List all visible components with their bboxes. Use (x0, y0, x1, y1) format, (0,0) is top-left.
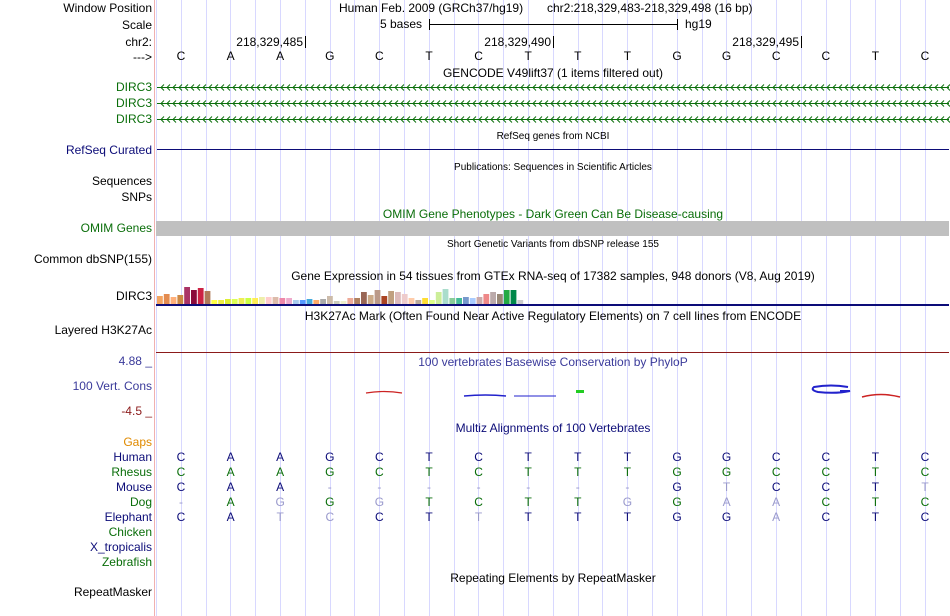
base-letter: A (226, 480, 235, 494)
gencode-transcript-line[interactable] (157, 114, 949, 125)
base-letter: T (623, 49, 632, 63)
conservation-track-label[interactable]: 100 Vert. Cons (72, 379, 152, 393)
base-letter: C (176, 450, 186, 464)
gtex-tissue-bar[interactable] (157, 296, 163, 304)
gtex-tissue-bar[interactable] (375, 290, 381, 304)
base-letter: A (226, 49, 235, 63)
species-label[interactable]: Elephant (104, 510, 152, 524)
gtex-tissue-bar[interactable] (463, 297, 469, 304)
base-letter: C (375, 450, 384, 464)
base-letter: T (871, 465, 880, 479)
gencode-item-label[interactable]: DIRC3 (115, 80, 152, 94)
cons-glyph-big-g (813, 386, 850, 393)
position-tick-label: 218,329,495 (732, 35, 799, 49)
gtex-tissue-bar[interactable] (361, 292, 367, 304)
conservation-track-title[interactable]: 100 vertebrates Basewise Conservation by PhyloP (418, 355, 688, 369)
base-letter: - (179, 495, 183, 509)
base-letter: G (721, 510, 732, 524)
base-letter: - (526, 480, 531, 494)
base-letter: C (375, 465, 384, 479)
position-tick-mark (553, 36, 554, 48)
base-letter: T (524, 495, 532, 509)
base-letter: - (427, 480, 431, 494)
base-letter: G (672, 510, 682, 524)
base-letter: T (574, 465, 582, 479)
position-tick-mark (305, 36, 306, 48)
dbsnp-track-label[interactable]: Common dbSNP(155) (33, 252, 152, 266)
h3k27ac-track-label[interactable]: Layered H3K27Ac (54, 323, 152, 337)
base-letter: T (921, 480, 929, 494)
base-letter: T (524, 465, 532, 479)
base-letter: G (721, 465, 732, 479)
gtex-tissue-bar[interactable] (381, 296, 387, 304)
base-letter: C (474, 49, 483, 63)
base-letter: C (920, 450, 930, 464)
base-letter: G (374, 495, 385, 509)
base-letter: T (524, 510, 532, 524)
gtex-gene-line (156, 304, 949, 306)
species-label[interactable]: Dog (129, 495, 152, 509)
base-letter: - (625, 480, 630, 494)
base-letter: G (721, 49, 732, 63)
base-letter: G (622, 495, 633, 509)
omim-track-title[interactable]: OMIM Gene Phenotypes - Dark Green Can Be Disease-causing (382, 207, 724, 221)
base-letter: A (226, 510, 235, 524)
base-letter: G (672, 495, 682, 509)
scale-db: hg19 (685, 17, 712, 31)
base-letter: A (276, 49, 285, 63)
base-letter: T (574, 49, 582, 63)
repeatmasker-track-label[interactable]: RepeatMasker (73, 585, 152, 599)
species-label[interactable]: Chicken (108, 525, 152, 539)
refseq-track-title[interactable]: RefSeq genes from NCBI (496, 131, 610, 142)
species-label[interactable]: Rhesus (111, 465, 152, 479)
cons-glyph-g1 (464, 395, 506, 396)
gtex-tissue-bar[interactable] (477, 297, 483, 304)
gtex-tissue-bar[interactable] (266, 297, 272, 304)
base-letter: T (425, 450, 433, 464)
base-letter: - (377, 480, 382, 494)
base-letter: T (623, 450, 632, 464)
base-letter: T (871, 510, 880, 524)
gencode-strand-arrows (157, 117, 950, 123)
window-position-text[interactable]: chr2:218,329,483-218,329,498 (16 bp) (547, 1, 753, 15)
gtex-tissue-bar[interactable] (205, 291, 211, 304)
species-alignment-row (156, 465, 950, 480)
base-letter: G (325, 465, 335, 479)
refseq-track-label[interactable]: RefSeq Curated (65, 143, 152, 157)
gtex-track-title[interactable]: Gene Expression in 54 tissues from GTEx RNA-seq of 17382 samples, 948 donors (V8, Aug 2019) (291, 269, 815, 283)
base-letter: A (276, 465, 285, 479)
gtex-track-label[interactable]: DIRC3 (115, 289, 152, 303)
base-letter: C (375, 510, 384, 524)
base-letter: C (821, 49, 831, 63)
base-letter: T (425, 495, 433, 509)
base-letter: C (920, 510, 930, 524)
base-letter: C (474, 450, 483, 464)
base-letter: C (771, 465, 781, 479)
base-letter: G (672, 49, 682, 63)
base-letter: A (226, 495, 235, 509)
base-letter: C (771, 49, 781, 63)
gtex-tissue-bar[interactable] (191, 290, 197, 304)
base-letter: - (575, 480, 580, 494)
base-letter: T (623, 510, 632, 524)
base-letter: G (672, 480, 682, 494)
base-letter: T (574, 510, 582, 524)
base-letter: C (325, 510, 335, 524)
base-letter: T (276, 510, 284, 524)
sequences-label[interactable]: Sequences (91, 174, 152, 188)
gtex-tissue-bar[interactable] (497, 294, 503, 304)
gencode-strand-arrows (157, 101, 950, 107)
base-letter: C (920, 49, 930, 63)
species-alignment-row (156, 510, 950, 525)
base-letter: G (721, 450, 732, 464)
omim-phenotype-bar[interactable] (156, 221, 949, 236)
gtex-tissue-bar[interactable] (171, 297, 177, 304)
base-letter: - (476, 480, 481, 494)
base-letter: C (771, 480, 781, 494)
species-label[interactable]: X_tropicalis (89, 540, 152, 554)
base-letter: C (821, 510, 831, 524)
base-letter: C (821, 480, 831, 494)
publications-track-title[interactable]: Publications: Sequences in Scientific Articles (454, 162, 652, 173)
species-label[interactable]: Zebrafish (101, 555, 152, 569)
conservation-logo-plot[interactable] (156, 380, 950, 402)
position-tick-label: 218,329,490 (484, 35, 551, 49)
omim-track-label[interactable]: OMIM Genes (80, 221, 152, 235)
base-letter: C (474, 465, 483, 479)
base-letter: A (226, 450, 235, 464)
gtex-tissue-bar[interactable] (198, 288, 204, 304)
base-letter: C (375, 49, 384, 63)
gtex-tissue-bar[interactable] (184, 287, 190, 304)
chrom-label: chr2: (125, 35, 152, 49)
base-letter: A (772, 495, 781, 509)
assembly-title: Human Feb. 2009 (GRCh37/hg19) (339, 1, 524, 15)
base-letter: C (176, 49, 186, 63)
scale-bar (429, 17, 679, 31)
gencode-item-label[interactable]: DIRC3 (115, 112, 152, 126)
base-letter: T (524, 450, 532, 464)
multiz-track-title[interactable]: Multiz Alignments of 100 Vertebrates (455, 421, 651, 435)
gencode-transcript-line[interactable] (157, 98, 949, 109)
base-letter: T (474, 510, 483, 524)
dbsnp-track-title[interactable]: Short Genetic Variants from dbSNP release 155 (447, 239, 659, 250)
gaps-label[interactable]: Gaps (123, 435, 152, 449)
gtex-tissue-bar[interactable] (483, 294, 489, 304)
base-letter: T (871, 450, 880, 464)
base-letter: A (226, 465, 235, 479)
base-letter: T (425, 510, 433, 524)
snps-label[interactable]: SNPs (121, 190, 152, 204)
base-letter: C (920, 465, 930, 479)
base-letter: G (275, 495, 285, 509)
species-alignment-row (156, 495, 950, 510)
base-letter: T (623, 465, 632, 479)
gtex-tissue-bar[interactable] (259, 297, 265, 304)
base-letter: T (524, 49, 532, 63)
gtex-tissue-bar[interactable] (490, 292, 496, 304)
position-tick-mark (801, 36, 802, 48)
gtex-tissue-bar[interactable] (511, 290, 517, 304)
cons-glyph-a (366, 392, 402, 394)
gtex-tissue-bar[interactable] (177, 295, 183, 304)
label-column-separator (154, 0, 155, 616)
base-letter: C (821, 465, 831, 479)
base-letter: C (920, 495, 930, 509)
base-letter: A (772, 510, 781, 524)
base-letter: A (276, 450, 285, 464)
scale-label: Scale (121, 18, 152, 32)
gtex-tissue-bar[interactable] (436, 292, 442, 304)
gtex-tissue-bar[interactable] (388, 291, 394, 304)
base-letter: T (425, 49, 433, 63)
base-letter: C (821, 450, 831, 464)
base-letter: G (325, 49, 335, 63)
base-letter: T (425, 465, 433, 479)
species-alignment-row (156, 450, 950, 465)
base-letter: C (474, 495, 483, 509)
cons-glyph-t1 (576, 390, 584, 393)
strand-label: ---> (133, 50, 152, 64)
gtex-tissue-bar[interactable] (164, 294, 170, 304)
gtex-tissue-bar[interactable] (273, 297, 279, 304)
gencode-strand-arrows (157, 85, 950, 91)
gencode-item-label[interactable]: DIRC3 (115, 96, 152, 110)
gtex-tissue-bar[interactable] (504, 290, 510, 304)
base-letter: A (722, 495, 731, 509)
gtex-tissue-bar[interactable] (443, 289, 449, 304)
gencode-track-title[interactable]: GENCODE V49lift37 (1 items filtered out) (442, 66, 664, 80)
base-letter: G (325, 495, 335, 509)
base-letter: T (871, 495, 880, 509)
base-letter: C (771, 450, 781, 464)
base-letter: T (574, 495, 582, 509)
gtex-tissue-bar[interactable] (395, 292, 401, 304)
base-letter: C (176, 510, 186, 524)
species-alignment-row (156, 480, 950, 495)
base-letter: C (176, 480, 186, 494)
gtex-tissue-bar[interactable] (327, 296, 333, 304)
base-letter: T (871, 480, 880, 494)
base-letter: T (574, 450, 582, 464)
base-letter: - (327, 480, 332, 494)
position-tick-label: 218,329,485 (236, 35, 303, 49)
base-letter: C (821, 495, 831, 509)
gtex-tissue-bar[interactable] (402, 294, 408, 304)
base-letter: G (672, 450, 682, 464)
base-letter: G (325, 450, 335, 464)
refseq-gene-line[interactable] (157, 149, 949, 150)
species-label[interactable]: Mouse (115, 480, 152, 494)
base-letter: T (722, 480, 731, 494)
gtex-tissue-bar[interactable] (368, 295, 374, 304)
base-letter: T (871, 49, 880, 63)
cons-glyph-g2 (862, 395, 900, 398)
gtex-expression-bars[interactable] (156, 282, 950, 306)
species-label[interactable]: Human (113, 450, 152, 464)
scale-text: 5 bases (380, 17, 423, 31)
h3k27ac-track-title[interactable]: H3K27Ac Mark (Often Found Near Active Regulatory Elements) on 7 cell lines from ENCODE (304, 309, 802, 323)
base-sequence (156, 49, 950, 64)
base-letter: G (672, 465, 682, 479)
conservation-max-label: 4.88 _ (118, 354, 152, 368)
gencode-transcript-line[interactable] (157, 82, 949, 93)
h3k27ac-baseline (156, 352, 949, 353)
base-letter: A (276, 480, 285, 494)
window-position-label: Window Position (63, 1, 152, 15)
repeatmasker-track-title[interactable]: Repeating Elements by RepeatMasker (450, 571, 656, 585)
conservation-min-label: -4.5 _ (121, 404, 152, 418)
base-letter: C (176, 465, 186, 479)
